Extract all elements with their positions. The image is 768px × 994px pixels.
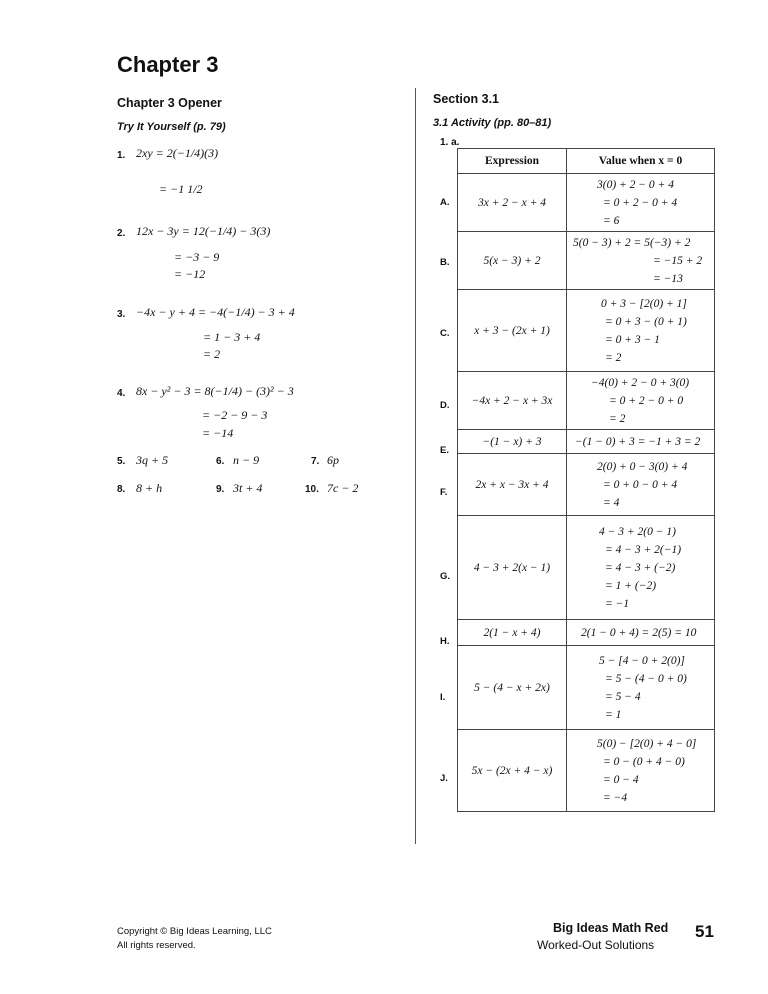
value-line: = 4 − 3 + 2(−1) bbox=[605, 543, 682, 556]
value-line: −(1 − 0) + 3 = −1 + 3 = 2 bbox=[575, 435, 701, 448]
value-line: 5 − [4 − 0 + 2(0)] bbox=[599, 654, 685, 667]
problem-6-number: 6. bbox=[216, 456, 225, 467]
value-cell bbox=[567, 290, 715, 372]
problem-3-line-1: −4x − y + 4 = −4(−1/4) − 3 + 4 bbox=[136, 305, 295, 319]
value-line: = 5 − (4 − 0 + 0) bbox=[605, 672, 687, 685]
row-label: F. bbox=[440, 487, 448, 498]
problem-8-answer: 8 + h bbox=[136, 481, 163, 495]
expression-cell: x + 3 − (2x + 1) bbox=[458, 290, 567, 372]
rights-text: All rights reserved. bbox=[117, 940, 196, 951]
activity-table bbox=[457, 148, 715, 812]
row-label: D. bbox=[440, 400, 450, 411]
value-line: = 4 − 3 + (−2) bbox=[605, 561, 676, 574]
row-label: I. bbox=[440, 692, 446, 703]
problem-2-number: 2. bbox=[117, 228, 126, 239]
expression-cell: −(1 − x) + 3 bbox=[458, 430, 567, 454]
expression-cell: 5 − (4 − x + 2x) bbox=[458, 646, 567, 730]
row-label: A. bbox=[440, 197, 450, 208]
value-cell bbox=[567, 730, 715, 812]
expression-cell: 3x + 2 − x + 4 bbox=[458, 174, 567, 232]
problem-5-answer: 3q + 5 bbox=[136, 453, 169, 467]
expression-cell: 5x − (2x + 4 − x) bbox=[458, 730, 567, 812]
problem-1-line-1: 2xy = 2(−1/4)(3) bbox=[136, 146, 219, 160]
try-heading: Try It Yourself (p. 79) bbox=[117, 121, 226, 133]
problem-2-line-2: = −3 − 9 bbox=[174, 250, 220, 264]
problem-10-number: 10. bbox=[305, 484, 319, 495]
footer-book-title: Big Ideas Math Red bbox=[553, 921, 669, 935]
value-cell bbox=[567, 232, 715, 290]
value-cell bbox=[567, 174, 715, 232]
value-line: = 0 + 3 − (0 + 1) bbox=[605, 315, 687, 328]
value-line: 2(0) + 0 − 3(0) + 4 bbox=[597, 460, 688, 473]
problem-9-number: 9. bbox=[216, 484, 225, 495]
table-row bbox=[458, 516, 715, 620]
value-line: 4 − 3 + 2(0 − 1) bbox=[599, 525, 676, 538]
problem-3-number: 3. bbox=[117, 309, 126, 320]
problem-4-number: 4. bbox=[117, 388, 126, 399]
section-heading: Section 3.1 bbox=[433, 92, 499, 106]
problem-1-number: 1. bbox=[117, 150, 126, 161]
problem-7-answer: 6p bbox=[327, 453, 339, 467]
row-label: B. bbox=[440, 257, 450, 268]
value-cell bbox=[567, 430, 715, 454]
problem-2-line-1: 12x − 3y = 12(−1/4) − 3(3) bbox=[136, 224, 271, 238]
value-line: 2(1 − 0 + 4) = 2(5) = 10 bbox=[581, 626, 697, 639]
table-row bbox=[458, 730, 715, 812]
row-label: H. bbox=[440, 636, 450, 647]
chapter-title: Chapter 3 bbox=[117, 52, 219, 77]
value-cell bbox=[567, 372, 715, 430]
value-line: = −4 bbox=[603, 791, 628, 804]
part-label: 1. a. bbox=[440, 137, 460, 148]
value-cell bbox=[567, 620, 715, 646]
value-line: = 5 − 4 bbox=[605, 690, 641, 703]
problem-2-line-3: = −12 bbox=[174, 267, 206, 281]
activity-heading: 3.1 Activity (pp. 80–81) bbox=[433, 117, 552, 129]
value-line: 5(0) − [2(0) + 4 − 0] bbox=[597, 737, 697, 750]
page-number: 51 bbox=[695, 922, 714, 941]
column-header-expression: Expression bbox=[458, 149, 567, 174]
row-label: E. bbox=[440, 445, 449, 456]
row-label: C. bbox=[440, 328, 450, 339]
table-row bbox=[458, 174, 715, 232]
value-line: −4(0) + 2 − 0 + 3(0) bbox=[591, 376, 690, 389]
problem-6-answer: n − 9 bbox=[233, 453, 260, 467]
problem-9-answer: 3t + 4 bbox=[233, 481, 263, 495]
value-line: = 0 + 2 − 0 + 0 bbox=[609, 394, 684, 407]
problem-7-number: 7. bbox=[311, 456, 320, 467]
column-divider bbox=[415, 88, 416, 844]
table-row bbox=[458, 620, 715, 646]
value-cell bbox=[567, 516, 715, 620]
expression-cell: 2x + x − 3x + 4 bbox=[458, 454, 567, 516]
value-line: 5(0 − 3) + 2 = 5(−3) + 2 bbox=[573, 236, 691, 249]
value-line: = 0 − (0 + 4 − 0) bbox=[603, 755, 685, 768]
value-line: 3(0) + 2 − 0 + 4 bbox=[597, 178, 674, 191]
problem-4-line-3: = −14 bbox=[202, 426, 234, 440]
expression-cell: 2(1 − x + 4) bbox=[458, 620, 567, 646]
value-line: = 0 + 0 − 0 + 4 bbox=[603, 478, 678, 491]
value-line: = 4 bbox=[603, 496, 620, 509]
expression-cell: −4x + 2 − x + 3x bbox=[458, 372, 567, 430]
problem-1-line-2: = −1 1/2 bbox=[159, 182, 203, 196]
value-line: = 2 bbox=[609, 412, 626, 425]
table-row bbox=[458, 646, 715, 730]
row-label: G. bbox=[440, 571, 451, 582]
table-row bbox=[458, 372, 715, 430]
value-cell bbox=[567, 454, 715, 516]
table-header-row bbox=[458, 149, 715, 174]
problem-8-number: 8. bbox=[117, 484, 126, 495]
problem-10-answer: 7c − 2 bbox=[327, 481, 359, 495]
problem-4-line-1: 8x − y² − 3 = 8(−1/4) − (3)² − 3 bbox=[136, 384, 294, 398]
expression-cell: 4 − 3 + 2(x − 1) bbox=[458, 516, 567, 620]
column-header-value: Value when x = 0 bbox=[567, 149, 715, 174]
copyright-text: Copyright © Big Ideas Learning, LLC bbox=[117, 926, 272, 937]
value-line: = 1 + (−2) bbox=[605, 579, 657, 592]
value-line: = 0 − 4 bbox=[603, 773, 639, 786]
problem-3-line-2: = 1 − 3 + 4 bbox=[203, 330, 261, 344]
footer-subtitle: Worked-Out Solutions bbox=[537, 938, 655, 952]
value-line: = 0 + 2 − 0 + 4 bbox=[603, 196, 678, 209]
opener-heading: Chapter 3 Opener bbox=[117, 96, 222, 110]
problem-4-line-2: = −2 − 9 − 3 bbox=[202, 408, 268, 422]
table-row bbox=[458, 232, 715, 290]
value-line: = 0 + 3 − 1 bbox=[605, 333, 660, 346]
problem-3-line-3: = 2 bbox=[203, 347, 221, 361]
table-row bbox=[458, 430, 715, 454]
value-line: = −13 bbox=[653, 272, 683, 285]
value-line: 0 + 3 − [2(0) + 1] bbox=[601, 297, 687, 310]
expression-cell: 5(x − 3) + 2 bbox=[458, 232, 567, 290]
footer-copyright bbox=[117, 925, 272, 953]
table-row bbox=[458, 290, 715, 372]
problem-5-number: 5. bbox=[117, 456, 126, 467]
value-line: = −15 + 2 bbox=[653, 254, 703, 267]
value-cell bbox=[567, 646, 715, 730]
value-line: = 6 bbox=[603, 214, 620, 227]
table-row bbox=[458, 454, 715, 516]
value-line: = 2 bbox=[605, 351, 622, 364]
value-line: = 1 bbox=[605, 708, 622, 721]
value-line: = −1 bbox=[605, 597, 630, 610]
row-label: J. bbox=[440, 773, 448, 784]
